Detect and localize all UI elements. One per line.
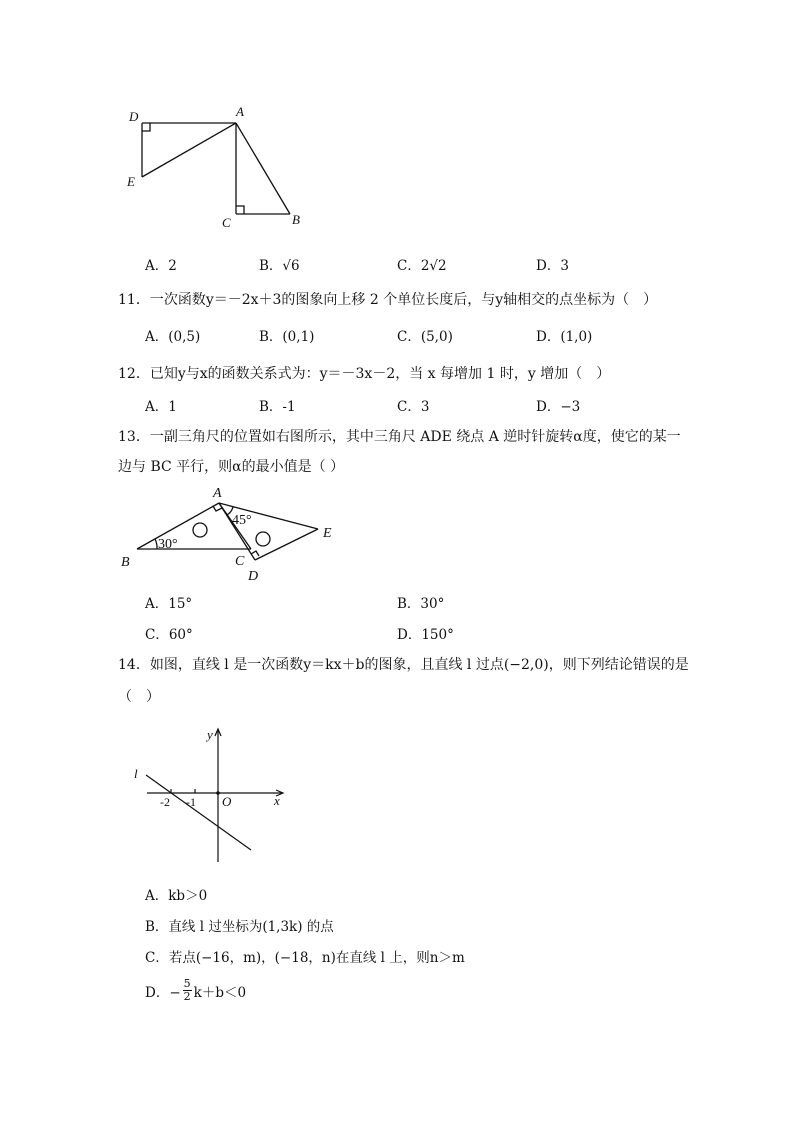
q10-option-d: D．3 <box>536 258 569 274</box>
angle-30-label: 30° <box>158 537 178 552</box>
option-b-math: √6 <box>282 258 300 274</box>
label-b: B <box>121 555 130 570</box>
q13-option-d: D．150° <box>397 627 454 643</box>
option-d-prefix: D．− <box>145 984 181 1001</box>
q11-stem: 11．一次函数y＝－2x＋3的图象向上移 2 个单位长度后，与y轴相交的点坐标为（ ） <box>118 292 658 308</box>
origin-label: O <box>222 794 232 809</box>
label-a: A <box>236 104 244 119</box>
q13-option-b: B．30° <box>397 596 445 612</box>
option-b-prefix: B． <box>259 258 283 274</box>
axis-label-y: y <box>207 727 213 742</box>
q14-option-c: C．若点(−16，m)，(−18，n)在直线 l 上，则n＞m <box>145 950 465 966</box>
option-c-math: 2√2 <box>420 258 447 274</box>
angle-45-label: 45° <box>232 513 252 528</box>
label-d: D <box>129 109 139 124</box>
q12-option-b: B．-1 <box>259 399 296 415</box>
line-l <box>146 775 251 850</box>
q10-option-a: A．2 <box>145 258 177 274</box>
q14-option-a: A．kb＞0 <box>145 888 208 904</box>
fraction-denominator: 2 <box>183 990 191 1003</box>
label-a: A <box>213 486 222 501</box>
fraction <box>183 978 192 1003</box>
q14-option-b: B．直线 l 过坐标为(1,3k) 的点 <box>145 919 334 935</box>
label-c: C <box>222 215 231 230</box>
label-e: E <box>127 174 135 189</box>
origin-dot <box>216 791 220 795</box>
q11-option-c: C．(5,0) <box>397 329 453 345</box>
axis-label-x: x <box>274 793 280 808</box>
q12-stem: 12．已知y与x的函数关系式为：y＝－3x－2，当 x 每增加 1 时，y 增加（ ） <box>118 366 611 382</box>
tick-label-minus1: -1 <box>186 795 196 809</box>
q12-option-a: A．1 <box>145 399 177 415</box>
q12-option-d: D．−3 <box>536 399 581 415</box>
q13-stem-line2: 边与 BC 平行，则α的最小值是（ ） <box>118 459 345 475</box>
q11-option-d: D．(1,0) <box>536 329 593 345</box>
label-e: E <box>323 526 332 541</box>
label-b: B <box>292 212 300 227</box>
option-d-rest: k＋b＜0 <box>193 984 247 1001</box>
q14-option-d <box>145 978 246 1003</box>
tick-label-minus2: -2 <box>160 795 170 809</box>
line-label-l: l <box>134 766 138 781</box>
q11-option-a: A．(0,5) <box>145 329 201 345</box>
q11-option-b: B．(0,1) <box>259 329 315 345</box>
q13-option-c: C．60° <box>145 627 193 643</box>
q12-option-c: C．3 <box>397 399 430 415</box>
q14-stem-line2: （ ） <box>118 689 160 705</box>
q13-stem-line1: 13．一副三角尺的位置如右图所示，其中三角尺 ADE 绕点 A 逆时针旋转α度，使它的某一 <box>118 429 681 445</box>
fraction-numerator: 5 <box>183 977 191 990</box>
label-d: D <box>248 569 259 584</box>
q13-option-a: A．15° <box>145 596 193 612</box>
option-c-prefix: C． <box>397 258 421 274</box>
q14-stem-line1: 14．如图，直线 l 是一次函数y＝kx＋b的图象，且直线 l 过点(−2,0)，则下列结论错误的是 <box>118 657 689 673</box>
label-c: C <box>235 554 245 569</box>
